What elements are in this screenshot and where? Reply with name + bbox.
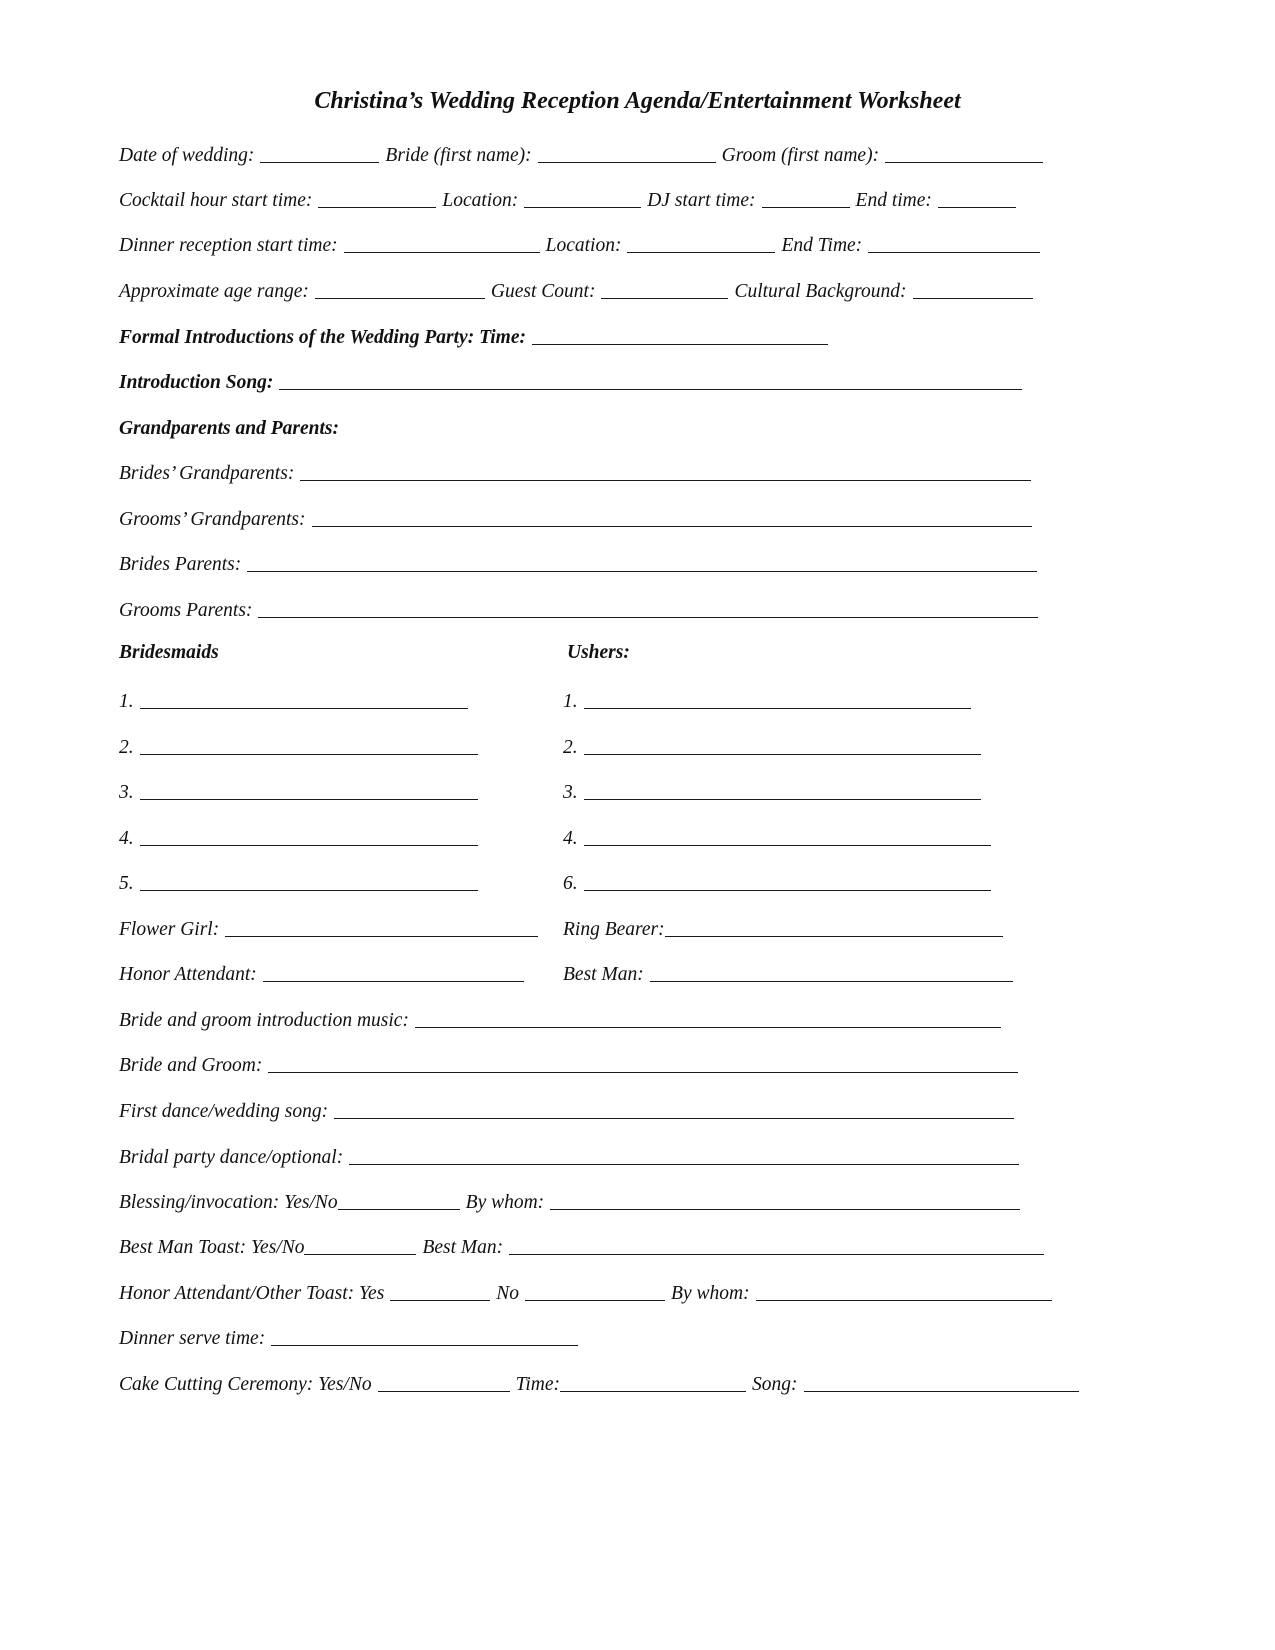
- cocktail-end-label: End time:: [855, 190, 932, 211]
- blessing-label: Blessing/invocation: Yes/No: [119, 1192, 338, 1213]
- grandparents-parents-label: Grandparents and Parents:: [119, 418, 339, 439]
- brides-parents-label: Brides Parents:: [119, 554, 242, 575]
- cake-row: [119, 1366, 1079, 1396]
- age-range-label: Approximate age range:: [119, 281, 309, 302]
- usher-6-field[interactable]: [584, 868, 991, 891]
- cocktail-end-field[interactable]: [938, 185, 1016, 208]
- date-of-wedding-field[interactable]: [260, 140, 379, 163]
- usher-row: [563, 683, 971, 713]
- intro-song-field[interactable]: [279, 367, 1022, 390]
- honor-attendant-row: [119, 956, 524, 986]
- intro-music-label: Bride and groom introduction music:: [119, 1010, 409, 1031]
- honor-attendant-label: Honor Attendant:: [119, 964, 257, 985]
- bride-first-name-field[interactable]: [538, 140, 716, 163]
- flower-girl-label: Flower Girl:: [119, 919, 220, 940]
- best-man-toast-name-label: Best Man:: [422, 1237, 504, 1258]
- cake-label: Cake Cutting Ceremony: Yes/No: [119, 1374, 372, 1395]
- bride-groom-row: [119, 1047, 1018, 1077]
- usher-number: 4.: [563, 828, 578, 849]
- dinner-start-label: Dinner reception start time:: [119, 235, 338, 256]
- formal-intro-time-field[interactable]: [532, 322, 828, 345]
- bridesmaid-number: 1.: [119, 691, 134, 712]
- cake-time-label: Time:: [515, 1374, 561, 1395]
- brides-grandparents-field[interactable]: [300, 458, 1031, 481]
- first-dance-field[interactable]: [334, 1096, 1014, 1119]
- blessing-yes-no-field[interactable]: [338, 1187, 460, 1210]
- dinner-end-field[interactable]: [868, 230, 1040, 253]
- bridesmaid-3-field[interactable]: [140, 777, 478, 800]
- cocktail-location-field[interactable]: [524, 185, 641, 208]
- best-man-row: [563, 956, 1013, 986]
- grooms-parents-row: [119, 592, 1038, 622]
- honor-attendant-field[interactable]: [263, 959, 524, 982]
- honor-toast-label: Honor Attendant/Other Toast: Yes: [119, 1283, 385, 1304]
- brides-parents-field[interactable]: [247, 549, 1037, 572]
- bridesmaid-5-field[interactable]: [140, 868, 478, 891]
- bridesmaid-2-field[interactable]: [140, 732, 478, 755]
- bridesmaid-number: 5.: [119, 873, 134, 894]
- ring-bearer-label: Ring Bearer:: [563, 919, 665, 940]
- honor-toast-row: [119, 1275, 1052, 1305]
- usher-4-field[interactable]: [584, 823, 991, 846]
- guest-count-label: Guest Count:: [490, 281, 596, 302]
- intro-song-label: Introduction Song:: [119, 372, 274, 393]
- dinner-serve-field[interactable]: [271, 1323, 578, 1346]
- bridesmaid-row: [119, 865, 478, 895]
- cultural-background-label: Cultural Background:: [734, 281, 907, 302]
- best-man-toast-yes-no-field[interactable]: [304, 1232, 416, 1255]
- guests-row: [119, 273, 1033, 303]
- bride-groom-label: Bride and Groom:: [119, 1055, 263, 1076]
- best-man-toast-name-field[interactable]: [509, 1232, 1044, 1255]
- blessing-by-label: By whom:: [465, 1192, 545, 1213]
- cocktail-row: [119, 182, 1016, 212]
- grooms-grandparents-label: Grooms’ Grandparents:: [119, 509, 306, 530]
- usher-number: 2.: [563, 737, 578, 758]
- formal-intro-label: Formal Introductions of the Wedding Party: Time:: [119, 327, 526, 348]
- cake-song-label: Song:: [752, 1374, 798, 1395]
- bridesmaid-4-field[interactable]: [140, 823, 478, 846]
- intro-music-field[interactable]: [415, 1005, 1001, 1028]
- ring-bearer-row: [563, 911, 1003, 941]
- honor-toast-by-field[interactable]: [756, 1278, 1052, 1301]
- dinner-serve-label: Dinner serve time:: [119, 1328, 266, 1349]
- usher-row: [563, 729, 981, 759]
- dj-start-label: DJ start time:: [647, 190, 756, 211]
- bridesmaid-row: [119, 683, 468, 713]
- bridesmaids-heading: Bridesmaids: [119, 642, 219, 663]
- dj-start-field[interactable]: [762, 185, 850, 208]
- flower-girl-field[interactable]: [225, 914, 538, 937]
- cake-time-field[interactable]: [560, 1369, 746, 1392]
- usher-row: [563, 774, 981, 804]
- grooms-grandparents-row: [119, 501, 1032, 531]
- cocktail-start-field[interactable]: [318, 185, 436, 208]
- age-range-field[interactable]: [315, 276, 485, 299]
- cake-yes-no-field[interactable]: [378, 1369, 510, 1392]
- honor-toast-by-label: By whom:: [671, 1283, 750, 1304]
- brides-grandparents-row: [119, 455, 1031, 485]
- usher-number: 3.: [563, 782, 578, 803]
- intro-song-row: [119, 364, 1022, 394]
- bridesmaid-number: 3.: [119, 782, 134, 803]
- first-dance-label: First dance/wedding song:: [119, 1101, 329, 1122]
- blessing-by-field[interactable]: [550, 1187, 1020, 1210]
- best-man-field[interactable]: [650, 959, 1013, 982]
- usher-2-field[interactable]: [584, 732, 981, 755]
- honor-toast-no-label: No: [496, 1283, 520, 1304]
- usher-number: 6.: [563, 873, 578, 894]
- bridesmaid-number: 2.: [119, 737, 134, 758]
- bridesmaid-number: 4.: [119, 828, 134, 849]
- formal-intro-row: [119, 319, 828, 349]
- bridal-party-dance-row: [119, 1139, 1019, 1169]
- usher-row: [563, 865, 991, 895]
- usher-1-field[interactable]: [584, 686, 971, 709]
- grooms-parents-label: Grooms Parents:: [119, 600, 253, 621]
- brides-grandparents-label: Brides’ Grandparents:: [119, 463, 295, 484]
- bridesmaid-1-field[interactable]: [140, 686, 468, 709]
- groom-first-name-field[interactable]: [885, 140, 1043, 163]
- bridal-party-dance-label: Bridal party dance/optional:: [119, 1147, 344, 1168]
- date-of-wedding-label: Date of wedding:: [119, 145, 255, 166]
- ushers-heading: Ushers:: [567, 642, 630, 663]
- guest-count-field[interactable]: [601, 276, 728, 299]
- cocktail-location-label: Location:: [442, 190, 519, 211]
- intro-music-row: [119, 1002, 1001, 1032]
- dinner-location-label: Location:: [545, 235, 622, 256]
- best-man-toast-label: Best Man Toast: Yes/No: [119, 1237, 305, 1258]
- usher-3-field[interactable]: [584, 777, 981, 800]
- dinner-serve-row: [119, 1320, 578, 1350]
- honor-toast-no-field[interactable]: [525, 1278, 665, 1301]
- blessing-row: [119, 1184, 1020, 1214]
- cultural-background-field[interactable]: [913, 276, 1033, 299]
- first-dance-row: [119, 1093, 1014, 1123]
- groom-first-name-label: Groom (first name):: [721, 145, 880, 166]
- grooms-grandparents-field[interactable]: [312, 504, 1032, 527]
- dinner-start-field[interactable]: [344, 230, 540, 253]
- best-man-label: Best Man:: [563, 964, 644, 985]
- usher-row: [563, 820, 991, 850]
- flower-girl-row: [119, 911, 538, 941]
- dinner-row: [119, 227, 1040, 257]
- bridesmaid-row: [119, 729, 478, 759]
- grandparents-parents-heading: [119, 410, 339, 440]
- usher-number: 1.: [563, 691, 578, 712]
- bridal-party-dance-field[interactable]: [349, 1142, 1019, 1165]
- bride-first-name-label: Bride (first name):: [385, 145, 532, 166]
- grooms-parents-field[interactable]: [258, 595, 1038, 618]
- cocktail-start-label: Cocktail hour start time:: [119, 190, 313, 211]
- bridesmaid-row: [119, 774, 478, 804]
- honor-toast-yes-field[interactable]: [390, 1278, 490, 1301]
- brides-parents-row: [119, 546, 1037, 576]
- ring-bearer-field[interactable]: [665, 914, 1003, 937]
- dinner-location-field[interactable]: [627, 230, 775, 253]
- page-title: Christina’s Wedding Reception Agenda/Entertainment Worksheet: [314, 88, 961, 114]
- cake-song-field[interactable]: [804, 1369, 1079, 1392]
- wedding-info-row: [119, 137, 1043, 167]
- dinner-end-label: End Time:: [781, 235, 863, 256]
- bride-groom-field[interactable]: [268, 1050, 1018, 1073]
- bridesmaid-row: [119, 820, 478, 850]
- best-man-toast-row: [119, 1229, 1044, 1259]
